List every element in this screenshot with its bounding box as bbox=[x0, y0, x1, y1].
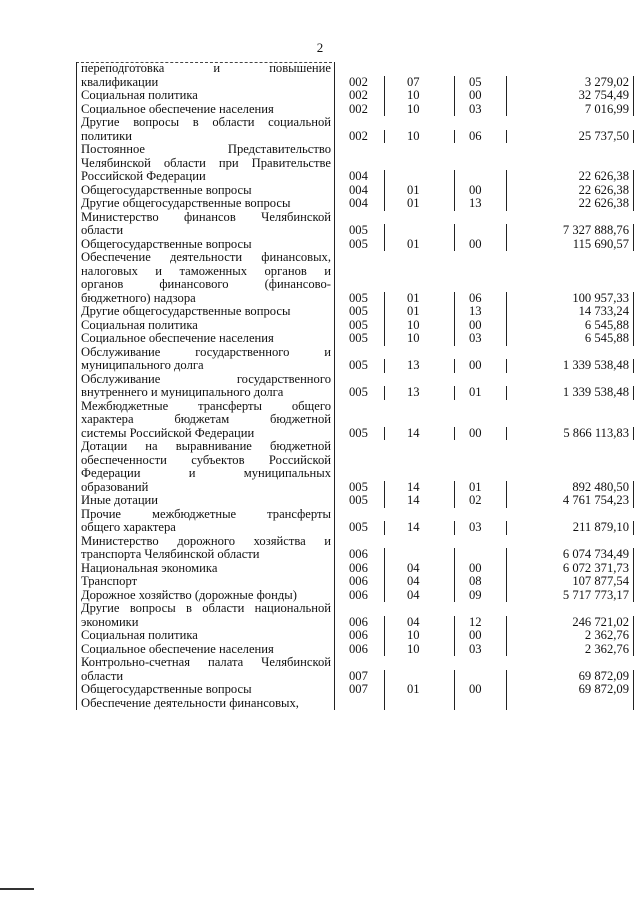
code-subsection: 00 bbox=[455, 629, 507, 643]
amount: 6 545,88 bbox=[507, 332, 634, 346]
row-name-line: Социальная политика bbox=[81, 628, 198, 642]
code-subsection bbox=[455, 670, 507, 684]
code-section: 14 bbox=[385, 521, 455, 535]
table-row bbox=[76, 643, 634, 657]
table-row bbox=[76, 575, 634, 589]
code-main: 005 bbox=[335, 238, 385, 252]
row-name-line: Транспорт bbox=[81, 574, 138, 588]
amount: 7 327 888,76 bbox=[507, 224, 634, 238]
table-row bbox=[76, 373, 634, 400]
code-main: 005 bbox=[335, 224, 385, 238]
code-section: 04 bbox=[385, 575, 455, 589]
code-subsection: 03 bbox=[455, 332, 507, 346]
row-name-line: Социальное обеспечение населения bbox=[81, 641, 274, 656]
code-subsection: 00 bbox=[455, 562, 507, 576]
table-row bbox=[76, 251, 634, 305]
amount: 32 754,49 bbox=[507, 89, 634, 103]
row-name-line: Министерство дорожного хозяйства и bbox=[81, 533, 331, 548]
row-name bbox=[76, 211, 335, 238]
row-name bbox=[76, 251, 335, 305]
row-name bbox=[76, 319, 335, 333]
row-name-line: Межбюджетные трансферты общего bbox=[81, 398, 331, 413]
code-subsection: 00 bbox=[455, 319, 507, 333]
code-main: 007 bbox=[335, 670, 385, 684]
code-section: 01 bbox=[385, 238, 455, 252]
amount: 5 717 773,17 bbox=[507, 589, 634, 603]
row-name-line: области bbox=[81, 668, 124, 683]
code-section: 13 bbox=[385, 359, 455, 373]
code-main: 005 bbox=[335, 332, 385, 346]
row-name-line: Контрольно-счетная палата Челябинской bbox=[81, 655, 331, 669]
code-section: 10 bbox=[385, 319, 455, 333]
code-section: 10 bbox=[385, 332, 455, 346]
amount: 14 733,24 bbox=[507, 305, 634, 319]
row-name bbox=[76, 643, 335, 657]
row-name bbox=[76, 656, 335, 683]
code-section bbox=[385, 697, 455, 711]
amount: 22 626,38 bbox=[507, 197, 634, 211]
code-main: 006 bbox=[335, 548, 385, 562]
code-subsection: 08 bbox=[455, 575, 507, 589]
code-subsection bbox=[455, 170, 507, 184]
row-name-line: органов финансового (финансово- bbox=[81, 277, 331, 291]
table-row bbox=[76, 629, 634, 643]
code-section: 01 bbox=[385, 683, 455, 697]
amount: 22 626,38 bbox=[507, 170, 634, 184]
amount: 107 877,54 bbox=[507, 575, 634, 589]
code-main: 005 bbox=[335, 359, 385, 373]
code-subsection: 06 bbox=[455, 130, 507, 144]
row-name bbox=[76, 494, 335, 508]
row-name bbox=[76, 683, 335, 697]
code-main: 005 bbox=[335, 319, 385, 333]
amount: 246 721,02 bbox=[507, 616, 634, 630]
table-row bbox=[76, 305, 634, 319]
code-section: 01 bbox=[385, 184, 455, 198]
row-name bbox=[76, 589, 335, 603]
row-name-line: характера бюджетам бюджетной bbox=[81, 412, 331, 426]
code-section: 01 bbox=[385, 197, 455, 211]
amount: 22 626,38 bbox=[507, 184, 634, 198]
table-row bbox=[76, 602, 634, 629]
row-name-line: экономики bbox=[81, 614, 139, 629]
code-subsection: 03 bbox=[455, 521, 507, 535]
amount bbox=[507, 697, 634, 711]
code-main: 006 bbox=[335, 629, 385, 643]
code-section: 14 bbox=[385, 481, 455, 495]
row-name bbox=[76, 562, 335, 576]
row-name-line: Обеспечение деятельности финансовых, bbox=[81, 250, 331, 264]
row-name bbox=[76, 238, 335, 252]
code-main: 006 bbox=[335, 643, 385, 657]
code-main: 006 bbox=[335, 562, 385, 576]
table-row bbox=[76, 346, 634, 373]
row-name bbox=[76, 197, 335, 211]
amount: 892 480,50 bbox=[507, 481, 634, 495]
amount: 5 866 113,83 bbox=[507, 427, 634, 441]
code-main: 005 bbox=[335, 494, 385, 508]
table-row bbox=[76, 440, 634, 494]
code-main: 005 bbox=[335, 521, 385, 535]
row-name-line: Обеспечение деятельности финансовых, bbox=[81, 695, 299, 710]
row-name bbox=[76, 440, 335, 494]
row-name-line: муниципального долга bbox=[81, 358, 204, 372]
code-section bbox=[385, 548, 455, 562]
code-subsection: 00 bbox=[455, 238, 507, 252]
table-row bbox=[76, 89, 634, 103]
row-name bbox=[76, 535, 335, 562]
row-name bbox=[76, 116, 335, 143]
table-row bbox=[76, 103, 634, 117]
row-name bbox=[76, 602, 335, 629]
code-main: 002 bbox=[335, 130, 385, 144]
code-subsection: 01 bbox=[455, 386, 507, 400]
table-row bbox=[76, 683, 634, 697]
code-main: 002 bbox=[335, 103, 385, 117]
amount: 1 339 538,48 bbox=[507, 359, 634, 373]
code-main: 004 bbox=[335, 197, 385, 211]
code-main: 005 bbox=[335, 292, 385, 306]
row-name-line: Прочие межбюджетные трансферты bbox=[81, 506, 331, 521]
row-name-line: налоговых и таможенных органов и bbox=[81, 263, 331, 278]
table-row bbox=[76, 116, 634, 143]
code-main: 004 bbox=[335, 184, 385, 198]
code-section bbox=[385, 170, 455, 184]
row-name-line: Социальное обеспечение населения bbox=[81, 101, 274, 116]
code-section: 04 bbox=[385, 589, 455, 603]
code-subsection: 09 bbox=[455, 589, 507, 603]
code-subsection: 02 bbox=[455, 494, 507, 508]
row-name-line: общего характера bbox=[81, 520, 176, 534]
row-name-line: Дотации на выравнивание бюджетной bbox=[81, 439, 331, 453]
code-main: 005 bbox=[335, 305, 385, 319]
table-row bbox=[76, 62, 634, 89]
row-name-line: образований bbox=[81, 479, 149, 494]
row-name bbox=[76, 373, 335, 400]
table-row bbox=[76, 238, 634, 252]
row-name-line: Социальная политика bbox=[81, 317, 198, 332]
code-subsection: 06 bbox=[455, 292, 507, 306]
code-section: 10 bbox=[385, 130, 455, 144]
code-section: 01 bbox=[385, 292, 455, 306]
row-name-line: системы Российской Федерации bbox=[81, 425, 255, 440]
code-subsection: 13 bbox=[455, 197, 507, 211]
amount: 2 362,76 bbox=[507, 643, 634, 657]
row-name-line: Российской Федерации bbox=[81, 169, 206, 183]
code-subsection bbox=[455, 548, 507, 562]
table-row bbox=[76, 656, 634, 683]
row-name bbox=[76, 346, 335, 373]
amount: 211 879,10 bbox=[507, 521, 634, 535]
row-name-line: Дорожное хозяйство (дорожные фонды) bbox=[81, 587, 297, 602]
row-name bbox=[76, 184, 335, 198]
table-row bbox=[76, 589, 634, 603]
table-row bbox=[76, 697, 634, 711]
code-subsection: 03 bbox=[455, 103, 507, 117]
amount: 6 072 371,73 bbox=[507, 562, 634, 576]
row-name bbox=[76, 143, 335, 184]
code-subsection bbox=[455, 224, 507, 238]
row-name-line: бюджетного) надзора bbox=[81, 290, 196, 305]
row-name-line: Постоянное Представительство bbox=[81, 142, 331, 156]
code-main bbox=[335, 697, 385, 711]
code-section: 10 bbox=[385, 89, 455, 103]
code-section bbox=[385, 670, 455, 684]
row-name bbox=[76, 697, 335, 711]
row-name bbox=[76, 103, 335, 117]
row-name bbox=[76, 629, 335, 643]
row-name-line: Челябинской области при Правительстве bbox=[81, 155, 331, 170]
code-subsection bbox=[455, 697, 507, 711]
page-number: 2 bbox=[316, 40, 324, 55]
row-name-line: переподготовка и повышение bbox=[81, 61, 331, 75]
row-name-line: Общегосударственные вопросы bbox=[81, 182, 252, 197]
amount: 1 339 538,48 bbox=[507, 386, 634, 400]
code-main: 002 bbox=[335, 89, 385, 103]
table-row bbox=[76, 184, 634, 198]
code-subsection: 00 bbox=[455, 359, 507, 373]
table-row bbox=[76, 211, 634, 238]
code-section: 04 bbox=[385, 562, 455, 576]
code-main: 005 bbox=[335, 427, 385, 441]
code-section: 13 bbox=[385, 386, 455, 400]
code-subsection: 00 bbox=[455, 89, 507, 103]
row-name-line: Национальная экономика bbox=[81, 560, 218, 575]
row-name bbox=[76, 575, 335, 589]
row-name-line: Социальная политика bbox=[81, 88, 198, 102]
row-name-line: Другие общегосударственные вопросы bbox=[81, 196, 291, 210]
table-row bbox=[76, 332, 634, 346]
table-row bbox=[76, 535, 634, 562]
amount: 69 872,09 bbox=[507, 670, 634, 684]
row-name-line: Министерство финансов Челябинской bbox=[81, 209, 331, 224]
code-section: 10 bbox=[385, 629, 455, 643]
row-name bbox=[76, 508, 335, 535]
amount: 4 761 754,23 bbox=[507, 494, 634, 508]
code-subsection: 13 bbox=[455, 305, 507, 319]
code-section: 04 bbox=[385, 616, 455, 630]
row-name bbox=[76, 305, 335, 319]
row-name-line: политики bbox=[81, 128, 132, 143]
row-name bbox=[76, 89, 335, 103]
code-section bbox=[385, 224, 455, 238]
amount: 7 016,99 bbox=[507, 103, 634, 117]
table-row bbox=[76, 400, 634, 441]
code-section: 01 bbox=[385, 305, 455, 319]
row-name-line: обеспеченности субъектов Российской bbox=[81, 452, 331, 467]
code-main: 007 bbox=[335, 683, 385, 697]
code-subsection: 00 bbox=[455, 184, 507, 198]
code-main: 005 bbox=[335, 481, 385, 495]
scan-margin-mark bbox=[0, 888, 34, 890]
row-name bbox=[76, 62, 335, 89]
row-name-line: Другие вопросы в области национальной bbox=[81, 601, 331, 615]
code-main: 006 bbox=[335, 575, 385, 589]
table-row bbox=[76, 508, 634, 535]
row-name-line: Другие общегосударственные вопросы bbox=[81, 304, 291, 318]
code-section: 14 bbox=[385, 427, 455, 441]
table-row bbox=[76, 494, 634, 508]
row-name-line: Другие вопросы в области социальной bbox=[81, 115, 331, 129]
code-subsection: 03 bbox=[455, 643, 507, 657]
amount: 3 279,02 bbox=[507, 76, 634, 90]
amount: 6 074 734,49 bbox=[507, 548, 634, 562]
row-name-line: Федерации и муниципальных bbox=[81, 466, 331, 480]
code-main: 006 bbox=[335, 589, 385, 603]
code-subsection: 01 bbox=[455, 481, 507, 495]
code-main: 004 bbox=[335, 170, 385, 184]
table-row bbox=[76, 197, 634, 211]
amount: 100 957,33 bbox=[507, 292, 634, 306]
table-row bbox=[76, 143, 634, 184]
code-subsection: 05 bbox=[455, 76, 507, 90]
amount: 6 545,88 bbox=[507, 319, 634, 333]
row-name-line: внутреннего и муниципального долга bbox=[81, 385, 284, 399]
row-name-line: Общегосударственные вопросы bbox=[81, 682, 252, 696]
amount: 2 362,76 bbox=[507, 629, 634, 643]
code-main: 005 bbox=[335, 386, 385, 400]
amount: 115 690,57 bbox=[507, 238, 634, 252]
budget-table bbox=[76, 62, 634, 710]
code-subsection: 00 bbox=[455, 427, 507, 441]
row-name-line: Социальное обеспечение населения bbox=[81, 331, 274, 345]
row-name-line: Обслуживание государственного и bbox=[81, 344, 331, 359]
code-section: 10 bbox=[385, 103, 455, 117]
table-row bbox=[76, 319, 634, 333]
code-section: 07 bbox=[385, 76, 455, 90]
amount: 69 872,09 bbox=[507, 683, 634, 697]
row-name bbox=[76, 332, 335, 346]
table-row bbox=[76, 562, 634, 576]
row-name-line: Общегосударственные вопросы bbox=[81, 236, 252, 251]
row-name-line: транспорта Челябинской области bbox=[81, 547, 260, 561]
row-name-line: области bbox=[81, 223, 124, 237]
row-name-line: Обслуживание государственного bbox=[81, 371, 331, 386]
code-section: 14 bbox=[385, 494, 455, 508]
row-name-line: квалификации bbox=[81, 74, 159, 89]
row-name-line: Иные дотации bbox=[81, 493, 159, 507]
code-subsection: 12 bbox=[455, 616, 507, 630]
amount: 25 737,50 bbox=[507, 130, 634, 144]
code-main: 002 bbox=[335, 76, 385, 90]
code-section: 10 bbox=[385, 643, 455, 657]
code-main: 006 bbox=[335, 616, 385, 630]
row-name bbox=[76, 400, 335, 441]
code-subsection: 00 bbox=[455, 683, 507, 697]
